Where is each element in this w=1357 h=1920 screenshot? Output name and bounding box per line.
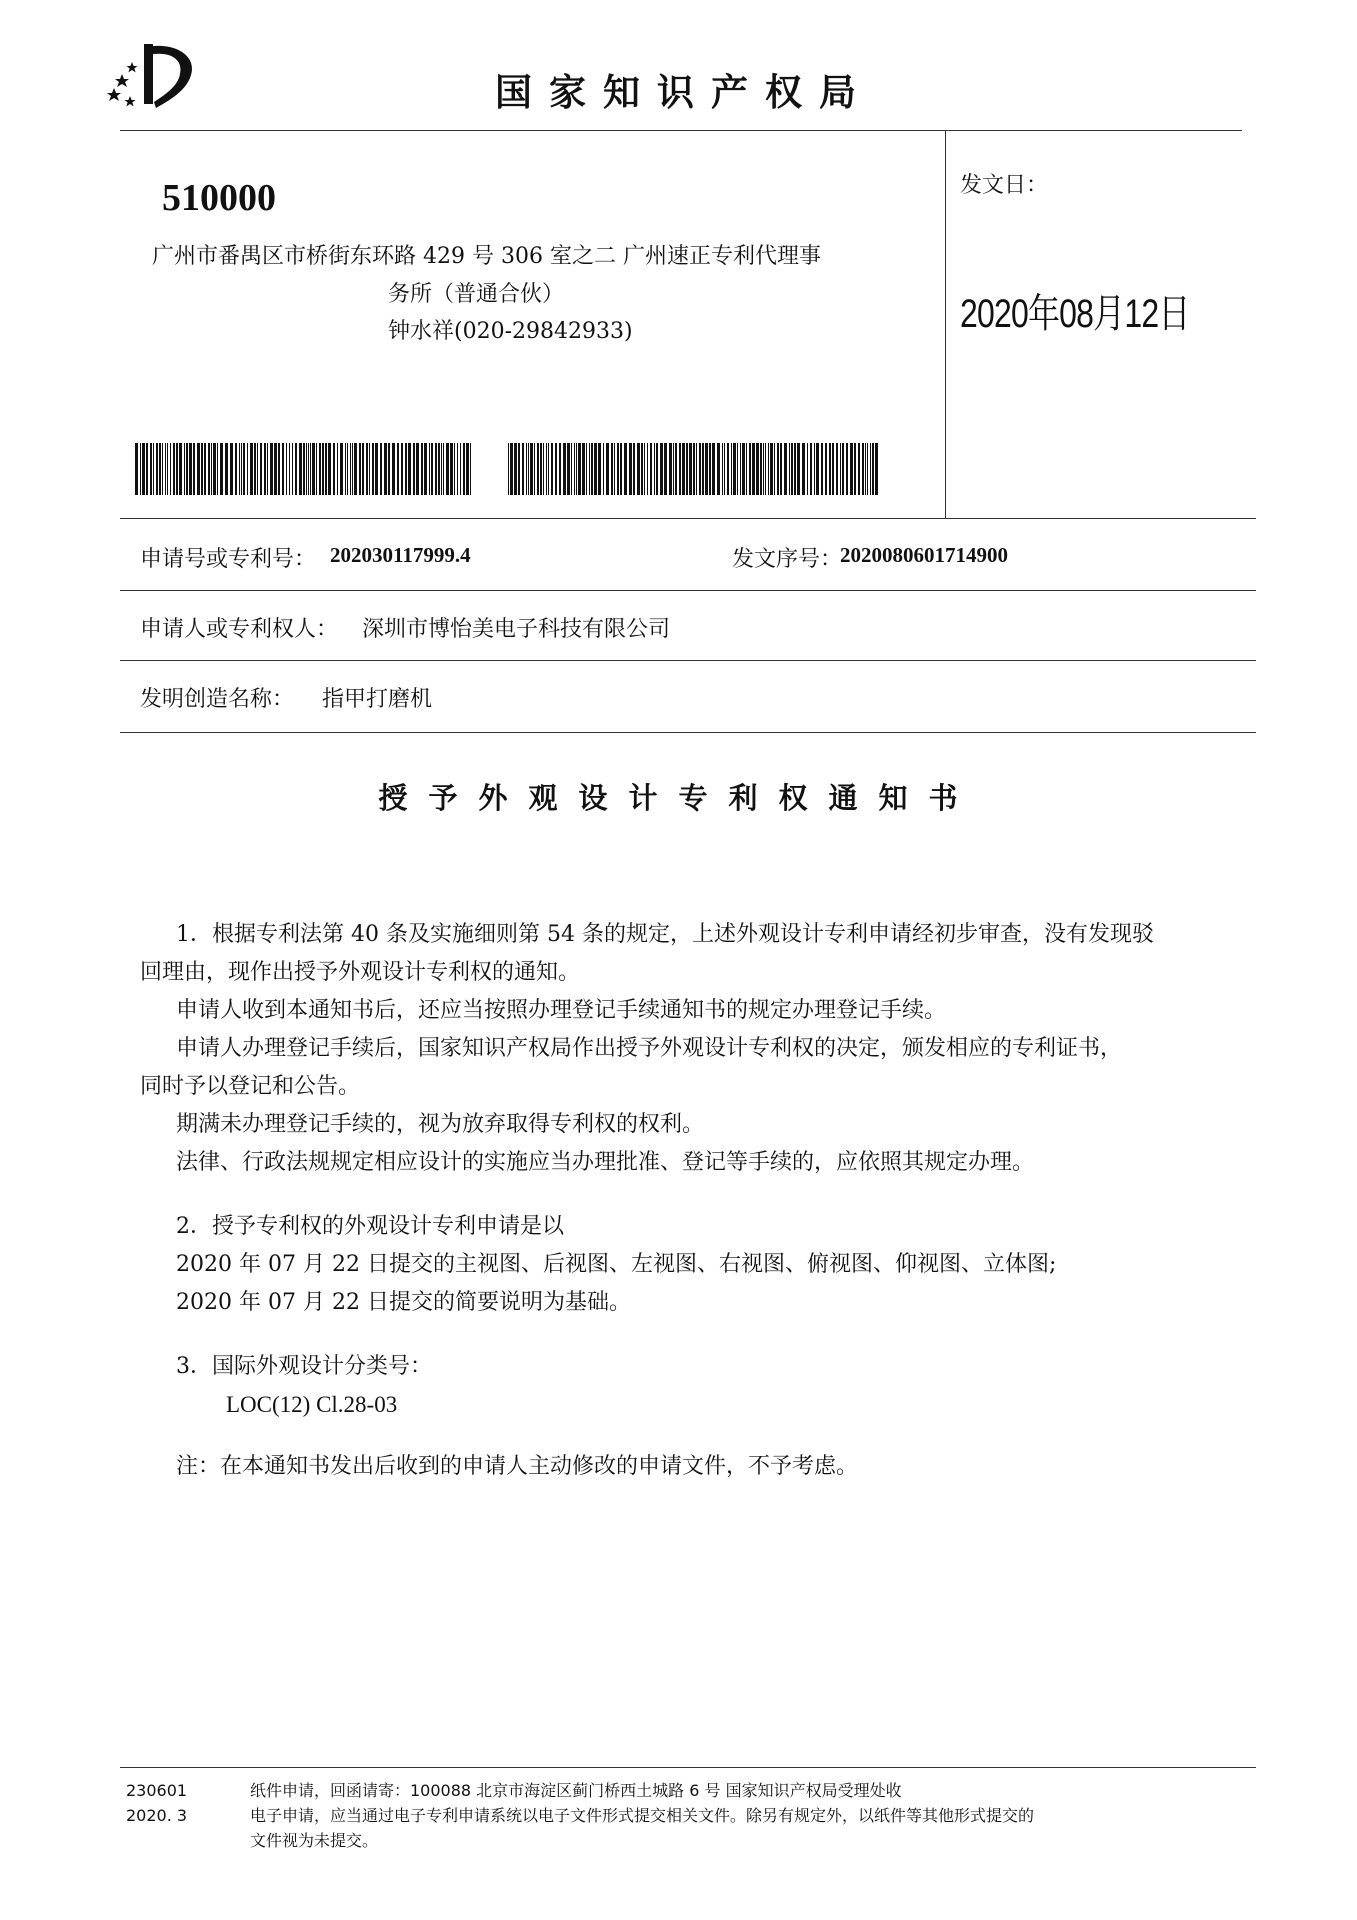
barcode-bar — [235, 443, 237, 495]
dispatch-no-label: 发文序号： — [732, 547, 843, 572]
barcode-bar — [429, 443, 430, 495]
barcode-bar — [705, 443, 708, 495]
barcode-bar — [333, 443, 335, 495]
footer-line-1: 纸件申请，回函请寄：100088 北京市海淀区蓟门桥西土城路 6 号 国家知识产权局受理处收 — [250, 1781, 902, 1800]
recipient-address-line1: 广州市番禺区市桥街东环路 429 号 306 室之二 广州速正专利代理事 — [152, 244, 821, 269]
barcode-bar — [289, 443, 290, 495]
barcode-bar — [850, 443, 853, 495]
barcode-bar — [142, 443, 145, 495]
barcode-bar — [424, 443, 427, 495]
barcode-bar — [752, 443, 755, 495]
barcode-bar — [633, 443, 635, 495]
barcode-bar — [774, 443, 775, 495]
barcode-bar — [712, 443, 715, 495]
barcode-bar — [789, 443, 790, 495]
recipient-contact: 钟水祥(020-29842933) — [388, 319, 633, 344]
barcode-bar — [282, 443, 284, 495]
barcode-bar — [306, 443, 307, 495]
barcode-bar — [530, 443, 533, 495]
barcode-bar — [140, 443, 141, 495]
barcode-bar — [768, 443, 769, 495]
footer-rule — [120, 1767, 1256, 1768]
barcode-bar — [576, 443, 577, 495]
barcode-bar — [784, 443, 787, 495]
barcode-bar — [548, 443, 549, 495]
star-icon — [125, 96, 136, 106]
barcode-bar — [858, 443, 860, 495]
barcode-bar — [709, 443, 711, 495]
para-5: 法律、行政法规规定相应设计的实施应当办理批准、登记等手续的，应依照其规定办理。 — [176, 1150, 1035, 1175]
barcode-bar — [589, 443, 590, 495]
barcode-bar — [664, 443, 667, 495]
barcode-bar — [405, 443, 407, 495]
para-2: 申请人收到本通知书后，还应当按照办理登记手续通知书的规定办理登记手续。 — [176, 998, 947, 1023]
barcode-bar — [435, 443, 437, 495]
barcode-bar — [546, 443, 547, 495]
barcode-bar — [641, 443, 643, 495]
barcode-bar — [654, 443, 655, 495]
footer-line-2: 电子申请，应当通过电子专利申请系统以电子文件形式提交相关文件。除另有规定外，以纸件等其他形式提交的 — [250, 1806, 1035, 1825]
barcode-bar — [702, 443, 704, 495]
barcode-bar — [624, 443, 627, 495]
barcode-bar — [875, 443, 878, 495]
barcode-bar — [574, 443, 575, 495]
barcode-bar — [208, 443, 210, 495]
barcode-bar — [239, 443, 240, 495]
barcode-bar — [250, 443, 253, 495]
barcode-bar — [322, 443, 324, 495]
barcode-bar — [870, 443, 871, 495]
field-rule-3 — [120, 732, 1256, 733]
applicant-label: 申请人或专利权人： — [140, 617, 339, 642]
barcode-bar — [865, 443, 866, 495]
barcode-bar — [264, 443, 266, 495]
barcode-bar — [510, 443, 513, 495]
barcode-bar — [217, 443, 218, 495]
header-rule — [120, 130, 1242, 131]
barcode-bar — [814, 443, 815, 495]
barcode-bar — [135, 443, 138, 495]
field-rule-1 — [120, 590, 1256, 591]
section-2-line-3: 2020 年 07 月 22 日提交的简要说明为基础。 — [176, 1290, 631, 1315]
barcode-bar — [408, 443, 411, 495]
barcode-bar — [466, 443, 469, 495]
barcode-bar — [582, 443, 585, 495]
barcode-bar — [337, 443, 338, 495]
star-icon — [115, 74, 129, 87]
barcode-bar — [193, 443, 195, 495]
barcode-bar — [260, 443, 262, 495]
barcode-bar — [746, 443, 747, 495]
barcode-bar — [534, 443, 535, 495]
barcode-bar — [614, 443, 615, 495]
barcode-bar — [777, 443, 779, 495]
barcode-bar — [825, 443, 827, 495]
barcode-bar — [791, 443, 793, 495]
barcode-bar — [463, 443, 465, 495]
barcode-bar — [254, 443, 256, 495]
barcode-bar — [457, 443, 458, 495]
barcode-bar — [162, 443, 163, 495]
barcode-bar — [397, 443, 399, 495]
date-box-divider — [945, 130, 946, 518]
agency-name: 国家知识产权局 — [495, 71, 873, 114]
barcode-bar — [543, 443, 544, 495]
form-version: 2020. 3 — [126, 1806, 188, 1825]
barcode-bar — [401, 443, 403, 495]
barcode-bar — [696, 443, 697, 495]
barcode-bar — [563, 443, 566, 495]
classification-code: LOC(12) Cl.28-03 — [226, 1392, 398, 1417]
barcode-bar — [292, 443, 293, 495]
barcode-bar — [686, 443, 688, 495]
barcode-bar — [749, 443, 751, 495]
para-1-line-2: 回理由，现作出授予外观设计专利权的通知。 — [140, 960, 581, 985]
barcode-bar — [350, 443, 351, 495]
barcode-bar — [763, 443, 764, 495]
barcode-bar — [537, 443, 539, 495]
barcode-bar — [724, 443, 725, 495]
star-icon — [127, 62, 138, 72]
barcode-bar — [620, 443, 622, 495]
barcode-bar — [617, 443, 619, 495]
barcode-bar — [733, 443, 736, 495]
barcode-bar — [146, 443, 148, 495]
barcode-bar — [854, 443, 856, 495]
barcode-bar — [319, 443, 321, 495]
barcode-bar — [742, 443, 745, 495]
footer-line-3: 文件视为未提交。 — [250, 1831, 379, 1850]
barcode-bar — [567, 443, 570, 495]
barcode-bar — [840, 443, 841, 495]
barcode-bar — [797, 443, 800, 495]
barcode-bar — [807, 443, 808, 495]
field-rule-2 — [120, 660, 1256, 661]
barcode-bar — [669, 443, 672, 495]
invention-label: 发明创造名称： — [140, 687, 295, 712]
barcode-bar — [637, 443, 640, 495]
barcode-bar — [189, 443, 192, 495]
barcode-bar — [156, 443, 158, 495]
barcode-bar — [295, 443, 297, 495]
barcode-bar — [660, 443, 663, 495]
barcode-bar — [274, 443, 277, 495]
barcode-left — [135, 443, 472, 495]
barcode-bar — [176, 443, 178, 495]
section-3-line-1: 3．国际外观设计分类号： — [176, 1354, 432, 1379]
fields-top-rule — [120, 518, 1256, 519]
barcode-bar — [629, 443, 632, 495]
barcode-bar — [392, 443, 395, 495]
barcode-bar — [644, 443, 645, 495]
application-no-value: 202030117999.4 — [330, 543, 471, 567]
barcode-bar — [731, 443, 732, 495]
dispatch-no-value: 2020080601714900 — [840, 543, 1008, 567]
barcode-bar — [421, 443, 423, 495]
barcode-bar — [241, 443, 242, 495]
barcode-bar — [340, 443, 343, 495]
barcode-bar — [737, 443, 738, 495]
barcode-bar — [366, 443, 368, 495]
barcode-bar — [299, 443, 302, 495]
barcode-bar — [586, 443, 587, 495]
barcode-bar — [821, 443, 823, 495]
barcode-bar — [220, 443, 223, 495]
barcode-bar — [380, 443, 382, 495]
barcode-bar — [571, 443, 572, 495]
barcode-bar — [594, 443, 597, 495]
barcode-bar — [836, 443, 838, 495]
barcode-bar — [413, 443, 415, 495]
para-1-line-1: 1．根据专利法第 40 条及实施细则第 54 条的规定，上述外观设计专利申请经初步审查，没有发现驳 — [176, 922, 1154, 947]
barcode-bar — [598, 443, 601, 495]
barcode-bar — [153, 443, 154, 495]
barcode-bar — [528, 443, 529, 495]
barcode-bar — [508, 443, 509, 495]
barcode-bar — [699, 443, 701, 495]
barcode-bar — [286, 443, 287, 495]
barcode-bar — [165, 443, 166, 495]
barcode-bar — [197, 443, 200, 495]
barcode-bar — [213, 443, 216, 495]
barcode-bar — [267, 443, 268, 495]
barcode-bar — [325, 443, 327, 495]
barcode-bar — [522, 443, 524, 495]
barcode-bar — [756, 443, 759, 495]
barcode-bar — [257, 443, 258, 495]
barcode-bar — [308, 443, 309, 495]
barcode-bar — [443, 443, 444, 495]
form-code: 230601 — [126, 1781, 188, 1800]
barcode-bar — [867, 443, 868, 495]
send-date-value: 2020年08月12日 — [960, 292, 1190, 336]
barcode-bar — [740, 443, 741, 495]
barcode-bar — [842, 443, 844, 495]
barcode-bar — [247, 443, 248, 495]
barcode-bar — [514, 443, 517, 495]
barcode-bar — [316, 443, 317, 495]
barcode-bar — [243, 443, 245, 495]
send-date-label: 发文日： — [960, 173, 1049, 198]
barcode-bar — [375, 443, 378, 495]
barcode-bar — [679, 443, 681, 495]
recipient-address-line2: 务所（普通合伙） — [388, 282, 565, 307]
barcode-bar — [603, 443, 604, 495]
applicant-value: 深圳市博怡美电子科技有限公司 — [362, 617, 671, 642]
para-3-line-1: 申请人办理登记手续后，国家知识产权局作出授予外观设计专利权的决定，颁发相应的专利证书， — [176, 1036, 1123, 1061]
barcode-bar — [186, 443, 188, 495]
cnipa-logo — [100, 38, 210, 112]
section-2-line-1: 2．授予专利权的外观设计专利申请是以 — [176, 1214, 564, 1239]
barcode-bar — [578, 443, 581, 495]
para-4: 期满未办理登记手续的，视为放弃取得专利权的权利。 — [176, 1112, 705, 1137]
barcode-bar — [446, 443, 449, 495]
barcode-bar — [450, 443, 453, 495]
barcode-bar — [225, 443, 228, 495]
barcode-bar — [310, 443, 311, 495]
barcode-bar — [454, 443, 455, 495]
invention-value: 指甲打磨机 — [322, 687, 433, 712]
barcode-bar — [201, 443, 203, 495]
barcode-bar — [173, 443, 175, 495]
barcode-bar — [359, 443, 361, 495]
barcode-bar — [211, 443, 212, 495]
barcode-bar — [770, 443, 773, 495]
note: 注：在本通知书发出后收到的申请人主动修改的申请文件，不予考虑。 — [176, 1454, 859, 1479]
barcode-bar — [829, 443, 831, 495]
barcode-bar — [682, 443, 685, 495]
barcode-bar — [347, 443, 348, 495]
barcode-bar — [372, 443, 374, 495]
barcode-bar — [760, 443, 762, 495]
barcode-bar — [559, 443, 561, 495]
section-2-line-2: 2020 年 07 月 22 日提交的主视图、后视图、左视图、右视图、俯视图、仰视图、立体图; — [176, 1252, 1057, 1277]
barcode-bar — [278, 443, 280, 495]
barcode-bar — [794, 443, 796, 495]
barcode-bar — [441, 443, 442, 495]
barcode-bar — [606, 443, 609, 495]
barcode-bar — [518, 443, 520, 495]
barcode-bar — [656, 443, 658, 495]
barcode-bar — [369, 443, 370, 495]
barcode-bar — [204, 443, 206, 495]
barcode-bar — [167, 443, 168, 495]
barcode-bar — [352, 443, 353, 495]
barcode-bar — [303, 443, 305, 495]
barcode-bar — [551, 443, 553, 495]
barcode-bar — [832, 443, 834, 495]
barcode-bar — [460, 443, 461, 495]
barcode-bar — [388, 443, 390, 495]
barcode-bar — [722, 443, 723, 495]
postal-code: 510000 — [162, 177, 276, 219]
barcode-bar — [611, 443, 613, 495]
barcode-bar — [591, 443, 593, 495]
barcode-bar — [673, 443, 674, 495]
barcode-bar — [312, 443, 315, 495]
barcode-bar — [689, 443, 692, 495]
barcode-bar — [846, 443, 848, 495]
barcode-bar — [230, 443, 233, 495]
barcode-bar — [416, 443, 419, 495]
barcode-bar — [862, 443, 864, 495]
barcode-bar — [780, 443, 782, 495]
barcode-bar — [717, 443, 720, 495]
barcode-bar — [765, 443, 766, 495]
application-no-label: 申请号或专利号： — [140, 547, 317, 572]
barcode-bar — [526, 443, 527, 495]
barcode-bar — [810, 443, 812, 495]
barcode-bar — [727, 443, 729, 495]
barcode-bar — [384, 443, 387, 495]
document-title: 授予外观设计专利权通知书 — [378, 781, 979, 815]
barcode-bar — [647, 443, 648, 495]
barcode-bar — [650, 443, 652, 495]
barcode-bar — [675, 443, 677, 495]
barcode-bar — [431, 443, 433, 495]
barcode-bar — [270, 443, 273, 495]
barcode-bar — [328, 443, 331, 495]
barcode-bar — [345, 443, 346, 495]
barcode-bar — [693, 443, 695, 495]
barcode-bar — [555, 443, 557, 495]
barcode-right — [508, 443, 879, 495]
barcode-bar — [872, 443, 874, 495]
barcode-bar — [184, 443, 185, 495]
barcode-bar — [470, 443, 471, 495]
barcode-bar — [438, 443, 440, 495]
barcode-bar — [362, 443, 364, 495]
barcode-bar — [159, 443, 161, 495]
para-3-line-2: 同时予以登记和公告。 — [140, 1074, 361, 1099]
barcode-bar — [179, 443, 182, 495]
barcode-bar — [816, 443, 819, 495]
barcode-bar — [802, 443, 805, 495]
star-icon — [107, 88, 121, 101]
barcode-bar — [150, 443, 152, 495]
barcode-bar — [540, 443, 542, 495]
barcode-bar — [170, 443, 171, 495]
barcode-bar — [354, 443, 357, 495]
